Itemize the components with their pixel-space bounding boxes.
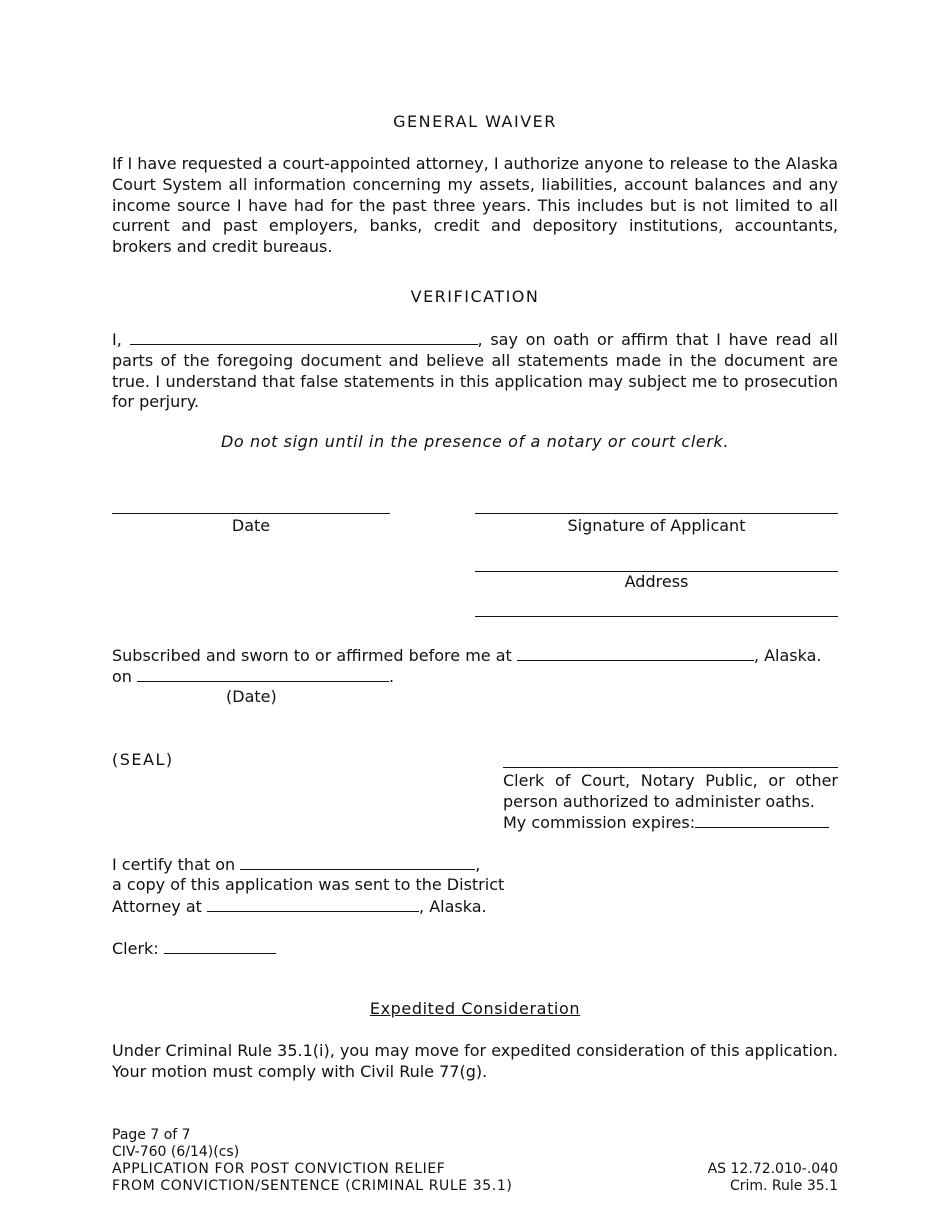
footer-title-line-2: FROM CONVICTION/SENTENCE (CRIMINAL RULE 35.1) [112, 1178, 513, 1194]
address-label: Address [624, 572, 689, 591]
expedited-text: Under Criminal Rule 35.1(i), you may move for expedited consideration of this application. Your motion must comply with Civil Rule 77(g). [112, 1041, 838, 1081]
sworn-date-hint: (Date) [226, 687, 277, 706]
general-waiver-text [112, 154, 838, 258]
footer-page: Page 7 of 7 [112, 1127, 191, 1143]
certify-attorney-prefix: Attorney at [112, 897, 202, 916]
notary-notice: Do not sign until in the presence of a notary or court clerk. [220, 432, 730, 451]
expedited-heading [0, 999, 950, 1018]
certify-line-3 [112, 896, 487, 916]
commission-expires-field[interactable] [695, 812, 829, 828]
clerk-field[interactable] [164, 938, 276, 954]
verification-body: , say on oath or affirm that I have read all parts of the foregoing document and believe all statements made in the document are true. I understand that false statements in this application may subject me to prosecution for perjury. [112, 330, 838, 412]
certify-prefix: I certify that on [112, 855, 236, 874]
certify-attorney-suffix: , Alaska. [419, 897, 487, 916]
address-line-2[interactable] [475, 616, 838, 617]
clerk-line [112, 938, 276, 958]
footer-rule: Crim. Rule 35.1 [729, 1178, 838, 1194]
sworn-date-field[interactable] [137, 666, 389, 682]
clerk-text: Clerk of Court, Notary Public, or other person authorized to administer oaths. [503, 771, 838, 811]
sworn-on-suffix: . [389, 667, 395, 686]
commission-label: My commission expires: [503, 813, 696, 832]
general-waiver-heading: GENERAL WAIVER [393, 112, 557, 131]
expedited-heading-text: Expedited Consideration [369, 999, 581, 1018]
verification-prefix: I, [112, 330, 122, 349]
sworn-location-field[interactable] [517, 645, 754, 661]
commission-line [503, 812, 829, 832]
certify-date-field[interactable] [240, 854, 475, 870]
date-label: Date [231, 516, 271, 535]
sworn-on-line [112, 666, 394, 686]
general-waiver-body: If I have requested a court-appointed attorney, I authorize anyone to release to the Alaska Court System all information concerning my assets, liabilities, account balances and any income source I have had for the past three years. This includes but is not limited to all current and past employers, banks, credit and depository institutions, accountants, brokers and credit bureaus. [112, 154, 838, 257]
verification-text [112, 329, 838, 413]
footer-form-number: CIV-760 (6/14)(cs) [112, 1144, 240, 1160]
verification-heading: VERIFICATION [410, 287, 540, 306]
sworn-line [112, 645, 838, 665]
sworn-suffix: , Alaska. [753, 646, 822, 665]
signature-line[interactable] [475, 513, 838, 514]
certify-suffix: , [475, 855, 481, 874]
date-line[interactable] [112, 513, 390, 514]
clerk-label: Clerk: [112, 939, 159, 958]
certify-line-2: a copy of this application was sent to the District [112, 875, 505, 894]
attorney-location-field[interactable] [207, 896, 419, 912]
sworn-on-label: on [112, 667, 132, 686]
certify-line-1 [112, 854, 480, 874]
seal-label: (SEAL) [112, 750, 174, 769]
footer-title-line-1: APPLICATION FOR POST CONVICTION RELIEF [112, 1161, 446, 1177]
affiant-name-field[interactable] [130, 329, 478, 345]
footer-statute: AS 12.72.010-.040 [707, 1161, 838, 1177]
signature-label: Signature of Applicant [567, 516, 746, 535]
sworn-text: Subscribed and sworn to or affirmed before me at [112, 646, 512, 665]
clerk-signature-line[interactable] [503, 767, 838, 768]
